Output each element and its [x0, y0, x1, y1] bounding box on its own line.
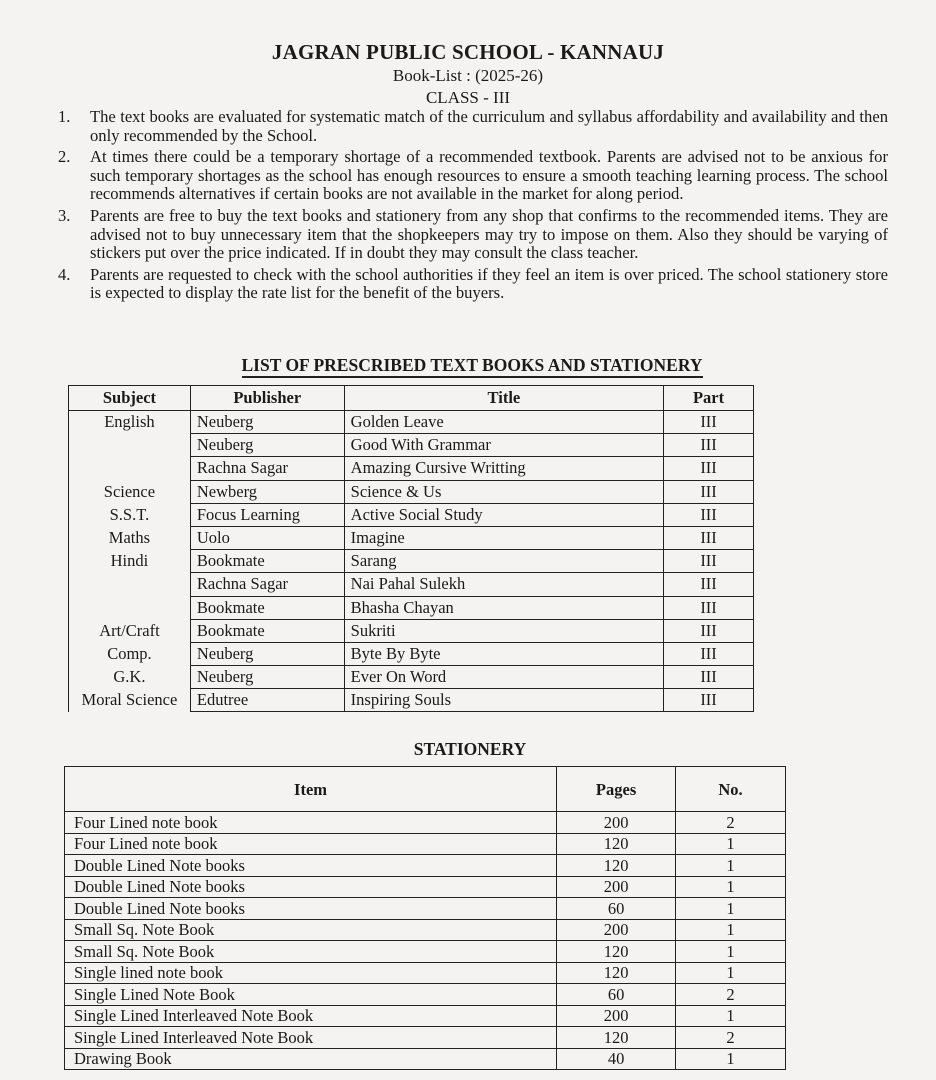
class-label: CLASS - III [425, 88, 511, 107]
subject-cell: Moral Science [69, 689, 191, 712]
quantity-cell: 1 [676, 962, 786, 984]
table-row [65, 919, 786, 941]
part-cell: III [664, 573, 754, 596]
title-cell: Sukriti [344, 619, 663, 642]
title-cell: Ever On Word [344, 666, 663, 689]
book-list-year: Book-List : (2025-26) [392, 66, 544, 85]
subject-cell: Comp. [69, 642, 191, 665]
publisher-cell: Neuberg [190, 411, 344, 434]
item-cell: Double Lined Note books [65, 855, 557, 877]
table-row [65, 812, 786, 834]
header-part: Part [664, 386, 754, 411]
table-row [69, 596, 754, 619]
guideline-item [58, 266, 888, 303]
publisher-cell: Rachna Sagar [190, 573, 344, 596]
item-cell: Single Lined Note Book [65, 984, 557, 1006]
stationery-table [64, 766, 786, 1070]
table-row [69, 526, 754, 549]
publisher-cell: Edutree [190, 689, 344, 712]
quantity-cell: 1 [676, 919, 786, 941]
title-cell: Amazing Cursive Writting [344, 457, 663, 480]
books-heading-text: LIST OF PRESCRIBED TEXT BOOKS AND STATIONERY [242, 355, 703, 378]
subject-cell: G.K. [69, 666, 191, 689]
table-row [65, 1048, 786, 1070]
guideline-item [58, 207, 888, 263]
table-row [69, 666, 754, 689]
publisher-cell: Uolo [190, 526, 344, 549]
guideline-text: Parents are requested to check with the school authorities if they feel an item is over priced. The school stationery store is expected to display the rate list for the benefit of the buyers. [90, 264, 888, 303]
part-cell: III [664, 619, 754, 642]
part-cell: III [664, 434, 754, 457]
guideline-number: 2. [58, 147, 71, 167]
item-cell: Double Lined Note books [65, 898, 557, 920]
item-cell: Four Lined note book [65, 812, 557, 834]
publisher-cell: Focus Learning [190, 503, 344, 526]
pages-cell: 120 [557, 833, 676, 855]
part-cell: III [664, 457, 754, 480]
title-cell: Nai Pahal Sulekh [344, 573, 663, 596]
guideline-number: 1. [58, 107, 71, 126]
title-cell: Inspiring Souls [344, 689, 663, 712]
table-row [69, 503, 754, 526]
table-row [69, 689, 754, 712]
pages-cell: 120 [557, 855, 676, 877]
publisher-cell: Bookmate [190, 596, 344, 619]
part-cell: III [664, 411, 754, 434]
quantity-cell: 1 [676, 1048, 786, 1070]
pages-cell: 200 [557, 812, 676, 834]
guideline-text: The text books are evaluated for systematic match of the curriculum and syllabus affordability and availability and then only recommended by the School. [90, 107, 888, 145]
pages-cell: 60 [557, 898, 676, 920]
table-row [69, 619, 754, 642]
table-row [65, 941, 786, 963]
pages-cell: 200 [557, 919, 676, 941]
table-row [65, 984, 786, 1006]
part-cell: III [664, 503, 754, 526]
table-row [69, 573, 754, 596]
pages-cell: 200 [557, 1005, 676, 1027]
item-cell: Small Sq. Note Book [65, 941, 557, 963]
quantity-cell: 1 [676, 898, 786, 920]
header-no: No. [676, 767, 786, 812]
table-row [65, 876, 786, 898]
publisher-cell: Neuberg [190, 642, 344, 665]
pages-cell: 200 [557, 876, 676, 898]
table-row [69, 434, 754, 457]
part-cell: III [664, 596, 754, 619]
header-title: Title [344, 386, 663, 411]
title-cell: Good With Grammar [344, 434, 663, 457]
table-header-row [65, 767, 786, 812]
pages-cell: 120 [557, 941, 676, 963]
part-cell: III [664, 689, 754, 712]
title-cell: Bhasha Chayan [344, 596, 663, 619]
header-pages: Pages [557, 767, 676, 812]
pages-cell: 120 [557, 1027, 676, 1049]
title-cell: Active Social Study [344, 503, 663, 526]
item-cell: Four Lined note book [65, 833, 557, 855]
table-row [69, 550, 754, 573]
header-subject: Subject [69, 386, 191, 411]
quantity-cell: 1 [676, 941, 786, 963]
pages-cell: 40 [557, 1048, 676, 1070]
guideline-number: 3. [58, 205, 71, 225]
item-cell: Drawing Book [65, 1048, 557, 1070]
table-row [69, 480, 754, 503]
part-cell: III [664, 480, 754, 503]
title-cell: Golden Leave [344, 411, 663, 434]
part-cell: III [664, 526, 754, 549]
subject-cell [69, 596, 191, 619]
item-cell: Double Lined Note books [65, 876, 557, 898]
table-header-row [69, 386, 754, 411]
guideline-number: 4. [58, 264, 71, 284]
quantity-cell: 1 [676, 855, 786, 877]
guidelines-list [58, 108, 888, 306]
school-name: JAGRAN PUBLIC SCHOOL - KANNAUJ [271, 40, 665, 64]
subject-cell [69, 573, 191, 596]
quantity-cell: 1 [676, 1005, 786, 1027]
item-cell: Single Lined Interleaved Note Book [65, 1005, 557, 1027]
subject-cell: Maths [69, 526, 191, 549]
table-row [69, 457, 754, 480]
part-cell: III [664, 666, 754, 689]
textbooks-table [68, 385, 754, 712]
guideline-text: Parents are free to buy the text books and stationery from any shop that confirms to the recommended items. They are advised not to buy unnecessary item that the shopkeepers may try to impose on them. Also they should be varying of stickers put over the price indicated. If in doubt they may consult the class teacher. [90, 205, 888, 263]
table-row [65, 855, 786, 877]
quantity-cell: 1 [676, 876, 786, 898]
subject-cell: Science [69, 480, 191, 503]
table-row [65, 833, 786, 855]
publisher-cell: Bookmate [190, 619, 344, 642]
table-row [69, 642, 754, 665]
subject-cell: S.S.T. [69, 503, 191, 526]
quantity-cell: 2 [676, 1027, 786, 1049]
subject-cell: Art/Craft [69, 619, 191, 642]
header-item: Item [65, 767, 557, 812]
table-row [65, 1005, 786, 1027]
part-cell: III [664, 642, 754, 665]
quantity-cell: 2 [676, 812, 786, 834]
publisher-cell: Neuberg [190, 666, 344, 689]
title-cell: Imagine [344, 526, 663, 549]
title-cell: Science & Us [344, 480, 663, 503]
quantity-cell: 2 [676, 984, 786, 1006]
subject-cell: English [69, 411, 191, 434]
guideline-item [58, 108, 888, 145]
books-section-heading [0, 355, 936, 376]
publisher-cell: Bookmate [190, 550, 344, 573]
publisher-cell: Neuberg [190, 434, 344, 457]
title-cell: Byte By Byte [344, 642, 663, 665]
pages-cell: 120 [557, 962, 676, 984]
subject-cell [69, 457, 191, 480]
subject-cell [69, 434, 191, 457]
header-publisher: Publisher [190, 386, 344, 411]
stationery-heading: STATIONERY [413, 739, 527, 759]
guideline-item [58, 148, 888, 204]
title-cell: Sarang [344, 550, 663, 573]
guideline-text: At times there could be a temporary shortage of a recommended textbook. Parents are advised not to be anxious for such temporary shortages as the school has enough resources to ensure a smooth teaching learning process. The school recommends alternatives if certain books are not available in the market for along period. [90, 147, 888, 204]
item-cell: Single Lined Interleaved Note Book [65, 1027, 557, 1049]
publisher-cell: Newberg [190, 480, 344, 503]
publisher-cell: Rachna Sagar [190, 457, 344, 480]
part-cell: III [664, 550, 754, 573]
subject-cell: Hindi [69, 550, 191, 573]
item-cell: Single lined note book [65, 962, 557, 984]
table-row [65, 1027, 786, 1049]
item-cell: Small Sq. Note Book [65, 919, 557, 941]
table-row [65, 898, 786, 920]
pages-cell: 60 [557, 984, 676, 1006]
table-row [69, 411, 754, 434]
quantity-cell: 1 [676, 833, 786, 855]
table-row [65, 962, 786, 984]
